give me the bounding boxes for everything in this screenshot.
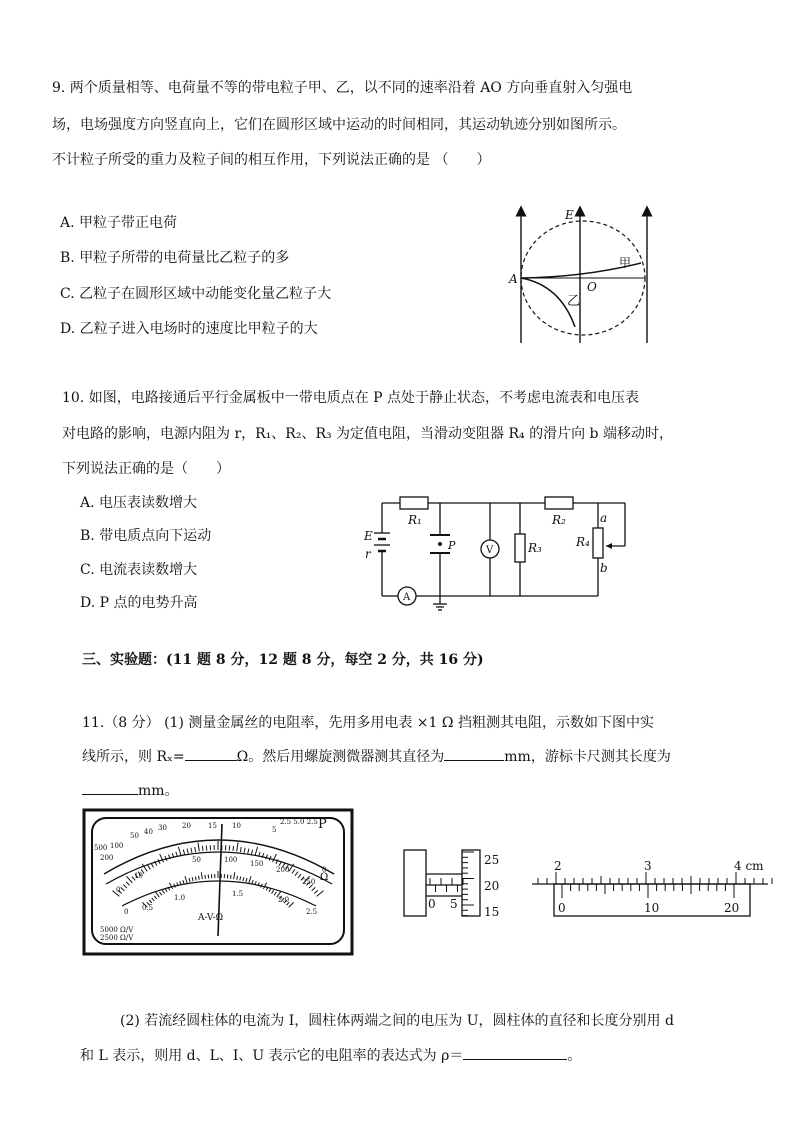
- mm-bottom-left-1: 5000 Ω/V: [100, 926, 134, 934]
- cal-vern-0: 0: [558, 901, 566, 915]
- label-yi: 乙: [567, 294, 581, 309]
- blank-length[interactable]: [82, 780, 138, 795]
- micro-20: 20: [484, 879, 500, 893]
- q11-text-rx: 线所示，则 Rₓ=: [82, 749, 185, 765]
- cal-vern-20: 20: [724, 901, 740, 915]
- cal-vern-10: 10: [644, 901, 660, 915]
- dial-tick-inner: [205, 875, 206, 879]
- section-3-title: 三、实验题：(11 题 8 分，12 题 8 分，每空 2 分，共 16 分): [82, 652, 484, 668]
- q9-option-c: C. 乙粒子在圆形区域中动能变化量乙粒子大: [60, 286, 332, 302]
- q11-line-3: [82, 780, 179, 801]
- mm-inner-25: 2.5: [306, 908, 318, 916]
- micro-sleeve-0: 0: [428, 897, 436, 911]
- q9-option-a: A. 甲粒子带正电荷: [60, 215, 178, 231]
- caliper-figure: [528, 856, 773, 926]
- q11-part2-line-2: [80, 1045, 581, 1066]
- cal-main-4cm: 4 cm: [734, 859, 764, 873]
- mm-inner-15: 1.5: [232, 890, 244, 898]
- label-E: E: [565, 208, 574, 222]
- mm-top-15: 15: [208, 822, 217, 830]
- resistor-R3: [515, 534, 525, 562]
- mm-top-10: 10: [232, 822, 241, 830]
- mm-top-50: 50: [130, 832, 139, 840]
- dial-tick: [233, 846, 234, 851]
- dial-tick: [202, 846, 203, 851]
- mm-mid-150: 150: [250, 860, 264, 868]
- micrometer-figure: [400, 844, 510, 924]
- mm-mid-100: 100: [224, 856, 238, 864]
- mm-mid-200: 200: [276, 866, 290, 874]
- q9-field-figure: [505, 205, 665, 345]
- q11-part2-text: 和 L 表示，则用 d、L、I、U 表示它的电阻率的表达式为 ρ＝: [80, 1048, 464, 1064]
- q11-line-2: [82, 746, 671, 767]
- label-R3: R₃: [528, 541, 542, 555]
- q11-part2-end: 。: [567, 1048, 582, 1064]
- q10-option-a: A. 电压表读数增大: [80, 495, 198, 511]
- multimeter-dial: [82, 808, 354, 956]
- mm-mid-0: 0: [116, 886, 121, 894]
- q10-line-1: 10. 如图，电路接通后平行金属板中一带电质点在 P 点处于静止状态，不考虑电流表和电压表: [62, 390, 640, 406]
- mm-top-100: 100: [110, 842, 124, 850]
- q10-circuit-diagram: [360, 488, 640, 613]
- mm-top-30: 30: [158, 824, 167, 832]
- micro-25: 25: [484, 853, 500, 867]
- q11-part2-line-1: (2) 若流经圆柱体的电流为 I，圆柱体两端之间的电压为 U，圆柱体的直径和长度分别用 d: [120, 1013, 674, 1029]
- mm-top-20: 20: [182, 822, 191, 830]
- mm-inner-10: 1.0: [174, 894, 186, 902]
- blank-rx[interactable]: [185, 746, 237, 761]
- mm-right-labels: 2.5 5.0 2.5: [280, 818, 318, 826]
- q10-line-2: 对电路的影响，电源内阻为 r，R₁、R₂、R₃ 为定值电阻，当滑动变阻器 R₄ 的滑片向 b 端移动时，: [62, 426, 673, 442]
- label-E: E: [364, 529, 373, 543]
- dial-tick-inner: [231, 875, 232, 879]
- mm-top-5: 5: [272, 826, 277, 834]
- mm-inner-05: 0.5: [142, 904, 154, 912]
- mm-label-omega: Ω: [320, 872, 329, 883]
- mm-center-label: A-V-Ω: [198, 913, 224, 923]
- mm-mid-50: 50: [192, 856, 201, 864]
- q9-line-1: 9. 两个质量相等、电荷量不等的带电粒子甲、乙，以不同的速率沿着 AO 方向垂直射入匀强电: [52, 80, 633, 96]
- label-R4: R₄: [576, 535, 590, 549]
- q10-option-d: D. P 点的电势升高: [80, 595, 198, 611]
- label-A: A: [509, 272, 518, 286]
- q11-text-length: mm，游标卡尺测其长度为: [504, 749, 671, 765]
- mm-inner-20: 2.0: [278, 896, 290, 904]
- label-R2: R₂: [552, 513, 566, 527]
- label-V: V: [486, 545, 494, 556]
- q11-text-diameter: Ω。然后用螺旋测微器测其直径为: [236, 749, 445, 765]
- mm-top-500: 500: [94, 844, 108, 852]
- label-r: r: [365, 547, 371, 561]
- resistor-R2: [545, 497, 573, 509]
- q9-line-3: 不计粒子所受的重力及粒子间的相互作用，下列说法正确的是 （ ）: [52, 152, 491, 168]
- resistor-R1: [400, 497, 428, 509]
- q10-option-c: C. 电流表读数增大: [80, 562, 198, 578]
- mm-top-40: 40: [144, 828, 153, 836]
- label-b: b: [600, 561, 608, 575]
- mm-inner-0: 0: [124, 908, 129, 916]
- mm-top-200: 200: [100, 854, 114, 862]
- q9-line-2: 场，电场强度方向竖直向上，它们在圆形区域中运动的时间相同，其运动轨迹分别如图所示。: [52, 117, 626, 133]
- q11-text-mm: mm。: [138, 783, 179, 799]
- mm-label-P: P: [318, 817, 327, 832]
- cal-main-3: 3: [644, 859, 652, 873]
- micro-15: 15: [484, 905, 500, 919]
- q10-option-b: B. 带电质点向下运动: [80, 528, 212, 544]
- label-jia: 甲: [619, 256, 632, 270]
- q11-line-1: 11.（8 分） (1) 测量金属丝的电阻率，先用多用电表 ×1 Ω 挡粗测其电阻，示数如下图中实: [82, 715, 654, 731]
- cal-main-2: 2: [554, 859, 562, 873]
- q9-option-b: B. 甲粒子所带的电荷量比乙粒子的多: [60, 250, 290, 266]
- mm-mid-250: 250: [302, 878, 316, 886]
- q9-option-d: D. 乙粒子进入电场时的速度比甲粒子的大: [60, 321, 318, 337]
- label-O: O: [587, 280, 597, 294]
- mm-top-0: 0: [322, 866, 327, 874]
- label-P: P: [448, 539, 456, 552]
- blank-resistivity[interactable]: [463, 1045, 567, 1060]
- mm-mid-10: 10: [134, 872, 143, 880]
- label-A-meter: A: [403, 592, 411, 603]
- blank-diameter[interactable]: [444, 746, 504, 761]
- label-R1: R₁: [408, 513, 422, 527]
- rheostat-R4: [593, 528, 603, 558]
- mm-bottom-left-2: 2500 Ω/V: [100, 934, 134, 942]
- label-a: a: [600, 511, 608, 525]
- q10-line-3: 下列说法正确的是（ ）: [62, 461, 230, 477]
- micro-sleeve-5: 5: [450, 897, 458, 911]
